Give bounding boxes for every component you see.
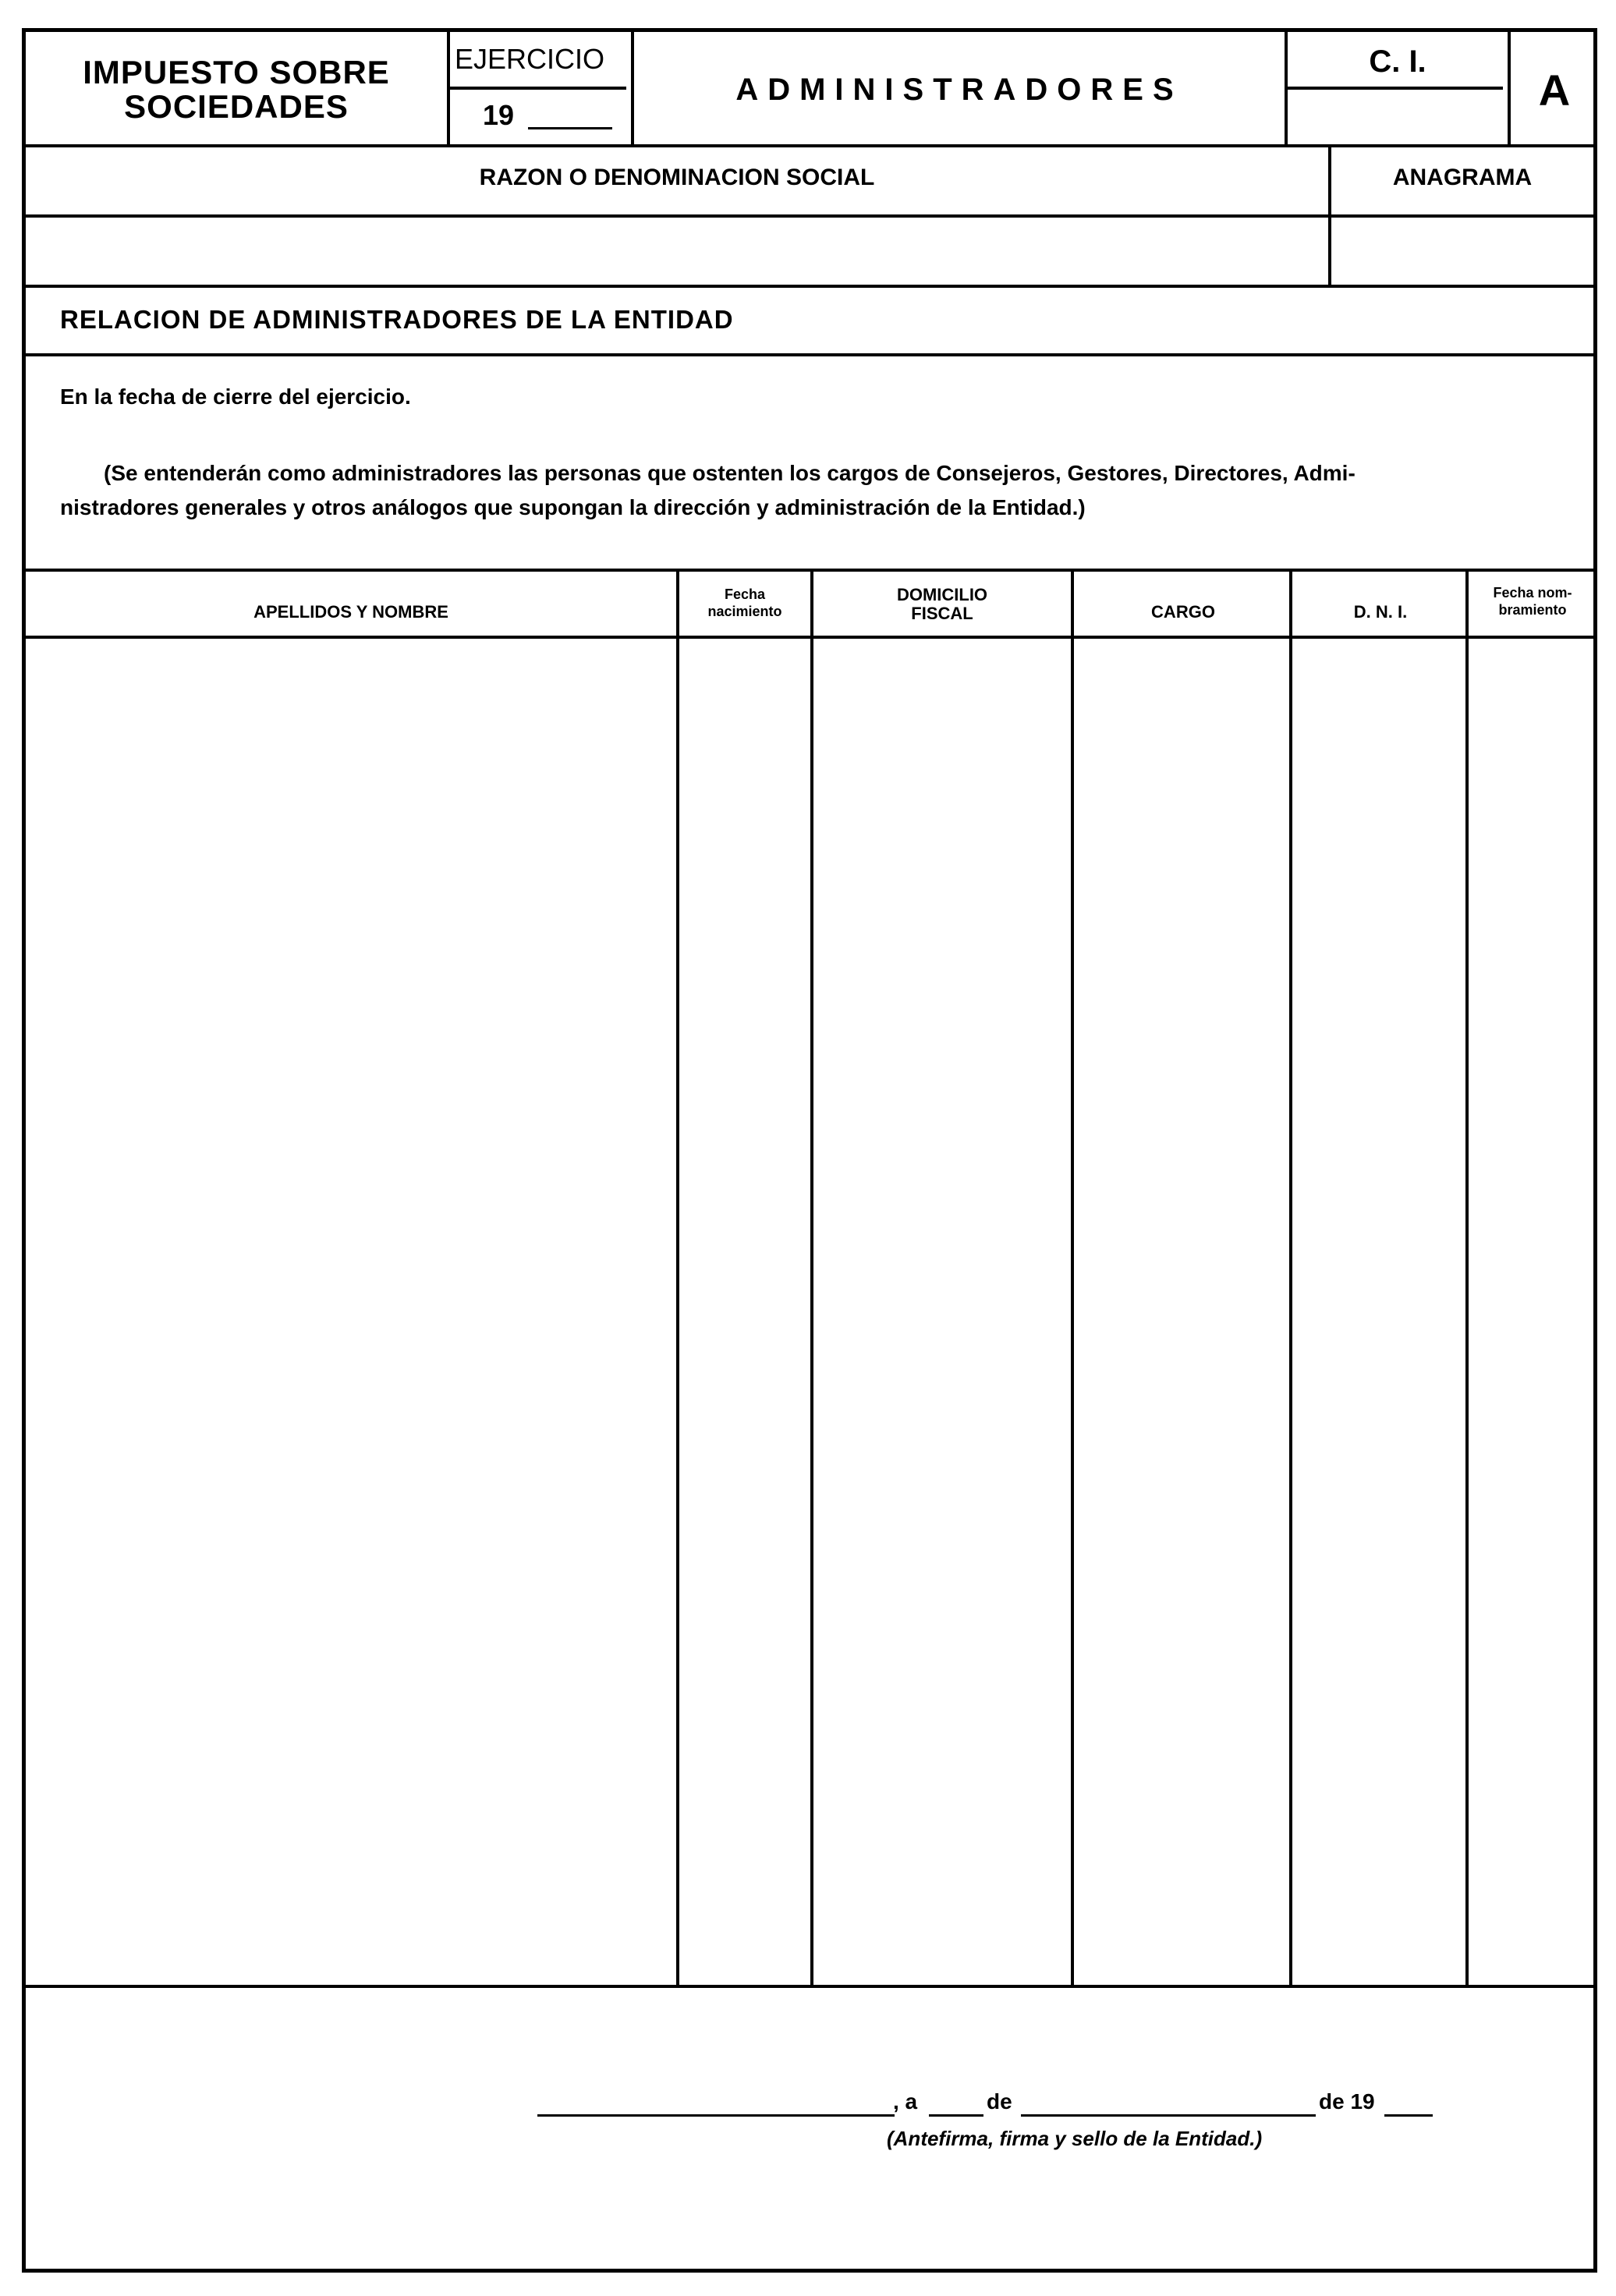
col-head-fecha-nomb bbox=[1469, 584, 1597, 618]
sig-de-text: de bbox=[987, 2089, 1012, 2114]
ejercicio-year bbox=[483, 99, 514, 132]
place-blank[interactable] bbox=[537, 2114, 895, 2117]
razon-value-bottom bbox=[26, 285, 1593, 288]
sig-a-text: , a bbox=[893, 2089, 918, 2114]
table-body-domicilio[interactable] bbox=[813, 639, 1071, 1983]
definition-line1: (Se entenderán como administradores las personas que ostenten los cargos de Consejeros, Gestores, Directores, Admi- bbox=[104, 461, 1356, 485]
tax-title bbox=[26, 55, 447, 124]
relacion-bottom bbox=[26, 353, 1593, 356]
razon-label: RAZON O DENOMINACION SOCIAL bbox=[479, 165, 875, 190]
relacion-heading: RELACION DE ADMINISTRADORES DE LA ENTIDAD bbox=[60, 305, 734, 334]
ejercicio-year-prefix: 19 bbox=[483, 99, 515, 131]
col-head-fecha-nac bbox=[679, 586, 810, 620]
col-head-domicilio-line1: DOMICILIO bbox=[896, 585, 988, 604]
tax-title-line2: SOCIEDADES bbox=[124, 88, 349, 125]
signature-caption: (Antefirma, firma y sello de la Entidad.) bbox=[887, 2127, 1263, 2150]
col-head-cargo bbox=[1074, 603, 1292, 622]
col-head-domicilio-line2: FISCAL bbox=[911, 604, 973, 623]
col-head-apellidos-label: APELLIDOS Y NOMBRE bbox=[253, 602, 448, 622]
tax-title-line1: IMPUESTO SOBRE bbox=[83, 54, 390, 90]
table-body-dni[interactable] bbox=[1292, 639, 1465, 1983]
col-head-domicilio bbox=[813, 586, 1071, 623]
col-head-dni-label: D. N. I. bbox=[1353, 602, 1408, 622]
month-blank[interactable] bbox=[1021, 2114, 1316, 2117]
anagrama-value-field[interactable] bbox=[1331, 218, 1593, 286]
ejercicio-divider bbox=[447, 87, 626, 90]
sig-de19-text: de 19 bbox=[1319, 2089, 1375, 2114]
razon-value-field[interactable] bbox=[26, 218, 1328, 286]
table-bottom bbox=[26, 1985, 1593, 1988]
ci-divider bbox=[1285, 87, 1503, 90]
form-letter: A bbox=[1538, 66, 1571, 115]
col-head-fecha-nomb-line1: Fecha nom- bbox=[1493, 585, 1572, 601]
col-head-dni bbox=[1295, 603, 1465, 622]
col-head-apellidos bbox=[26, 603, 676, 622]
text-bottom bbox=[26, 569, 1593, 572]
table-body-fecha-nac[interactable] bbox=[679, 639, 810, 1983]
ejercicio-label: EJERCICIO bbox=[455, 43, 605, 75]
anagrama-label: ANAGRAMA bbox=[1392, 165, 1533, 190]
table-body-fecha-nomb[interactable] bbox=[1469, 639, 1593, 1983]
col-head-cargo-label: CARGO bbox=[1151, 602, 1215, 622]
year-blank[interactable] bbox=[1384, 2114, 1433, 2117]
col-head-fecha-nac-line2: nacimiento bbox=[707, 604, 782, 619]
table-body-cargo[interactable] bbox=[1074, 639, 1289, 1983]
tax-form bbox=[22, 28, 1597, 2273]
ci-label: C. I. bbox=[1369, 44, 1426, 79]
ejercicio-year-blank[interactable] bbox=[528, 127, 612, 129]
col-head-fecha-nomb-line2: bramiento bbox=[1498, 602, 1567, 618]
date-note: En la fecha de cierre del ejercicio. bbox=[60, 384, 411, 409]
day-blank[interactable] bbox=[929, 2114, 983, 2117]
table-body-apellidos[interactable] bbox=[26, 639, 676, 1983]
definition-line2: nistradores generales y otros análogos que supongan la dirección y administración de la Entidad.) bbox=[60, 495, 1086, 519]
form-title: ADMINISTRADORES bbox=[735, 73, 1183, 107]
col-head-fecha-nac-line1: Fecha bbox=[724, 586, 766, 602]
header-bottom-line bbox=[26, 144, 1593, 147]
